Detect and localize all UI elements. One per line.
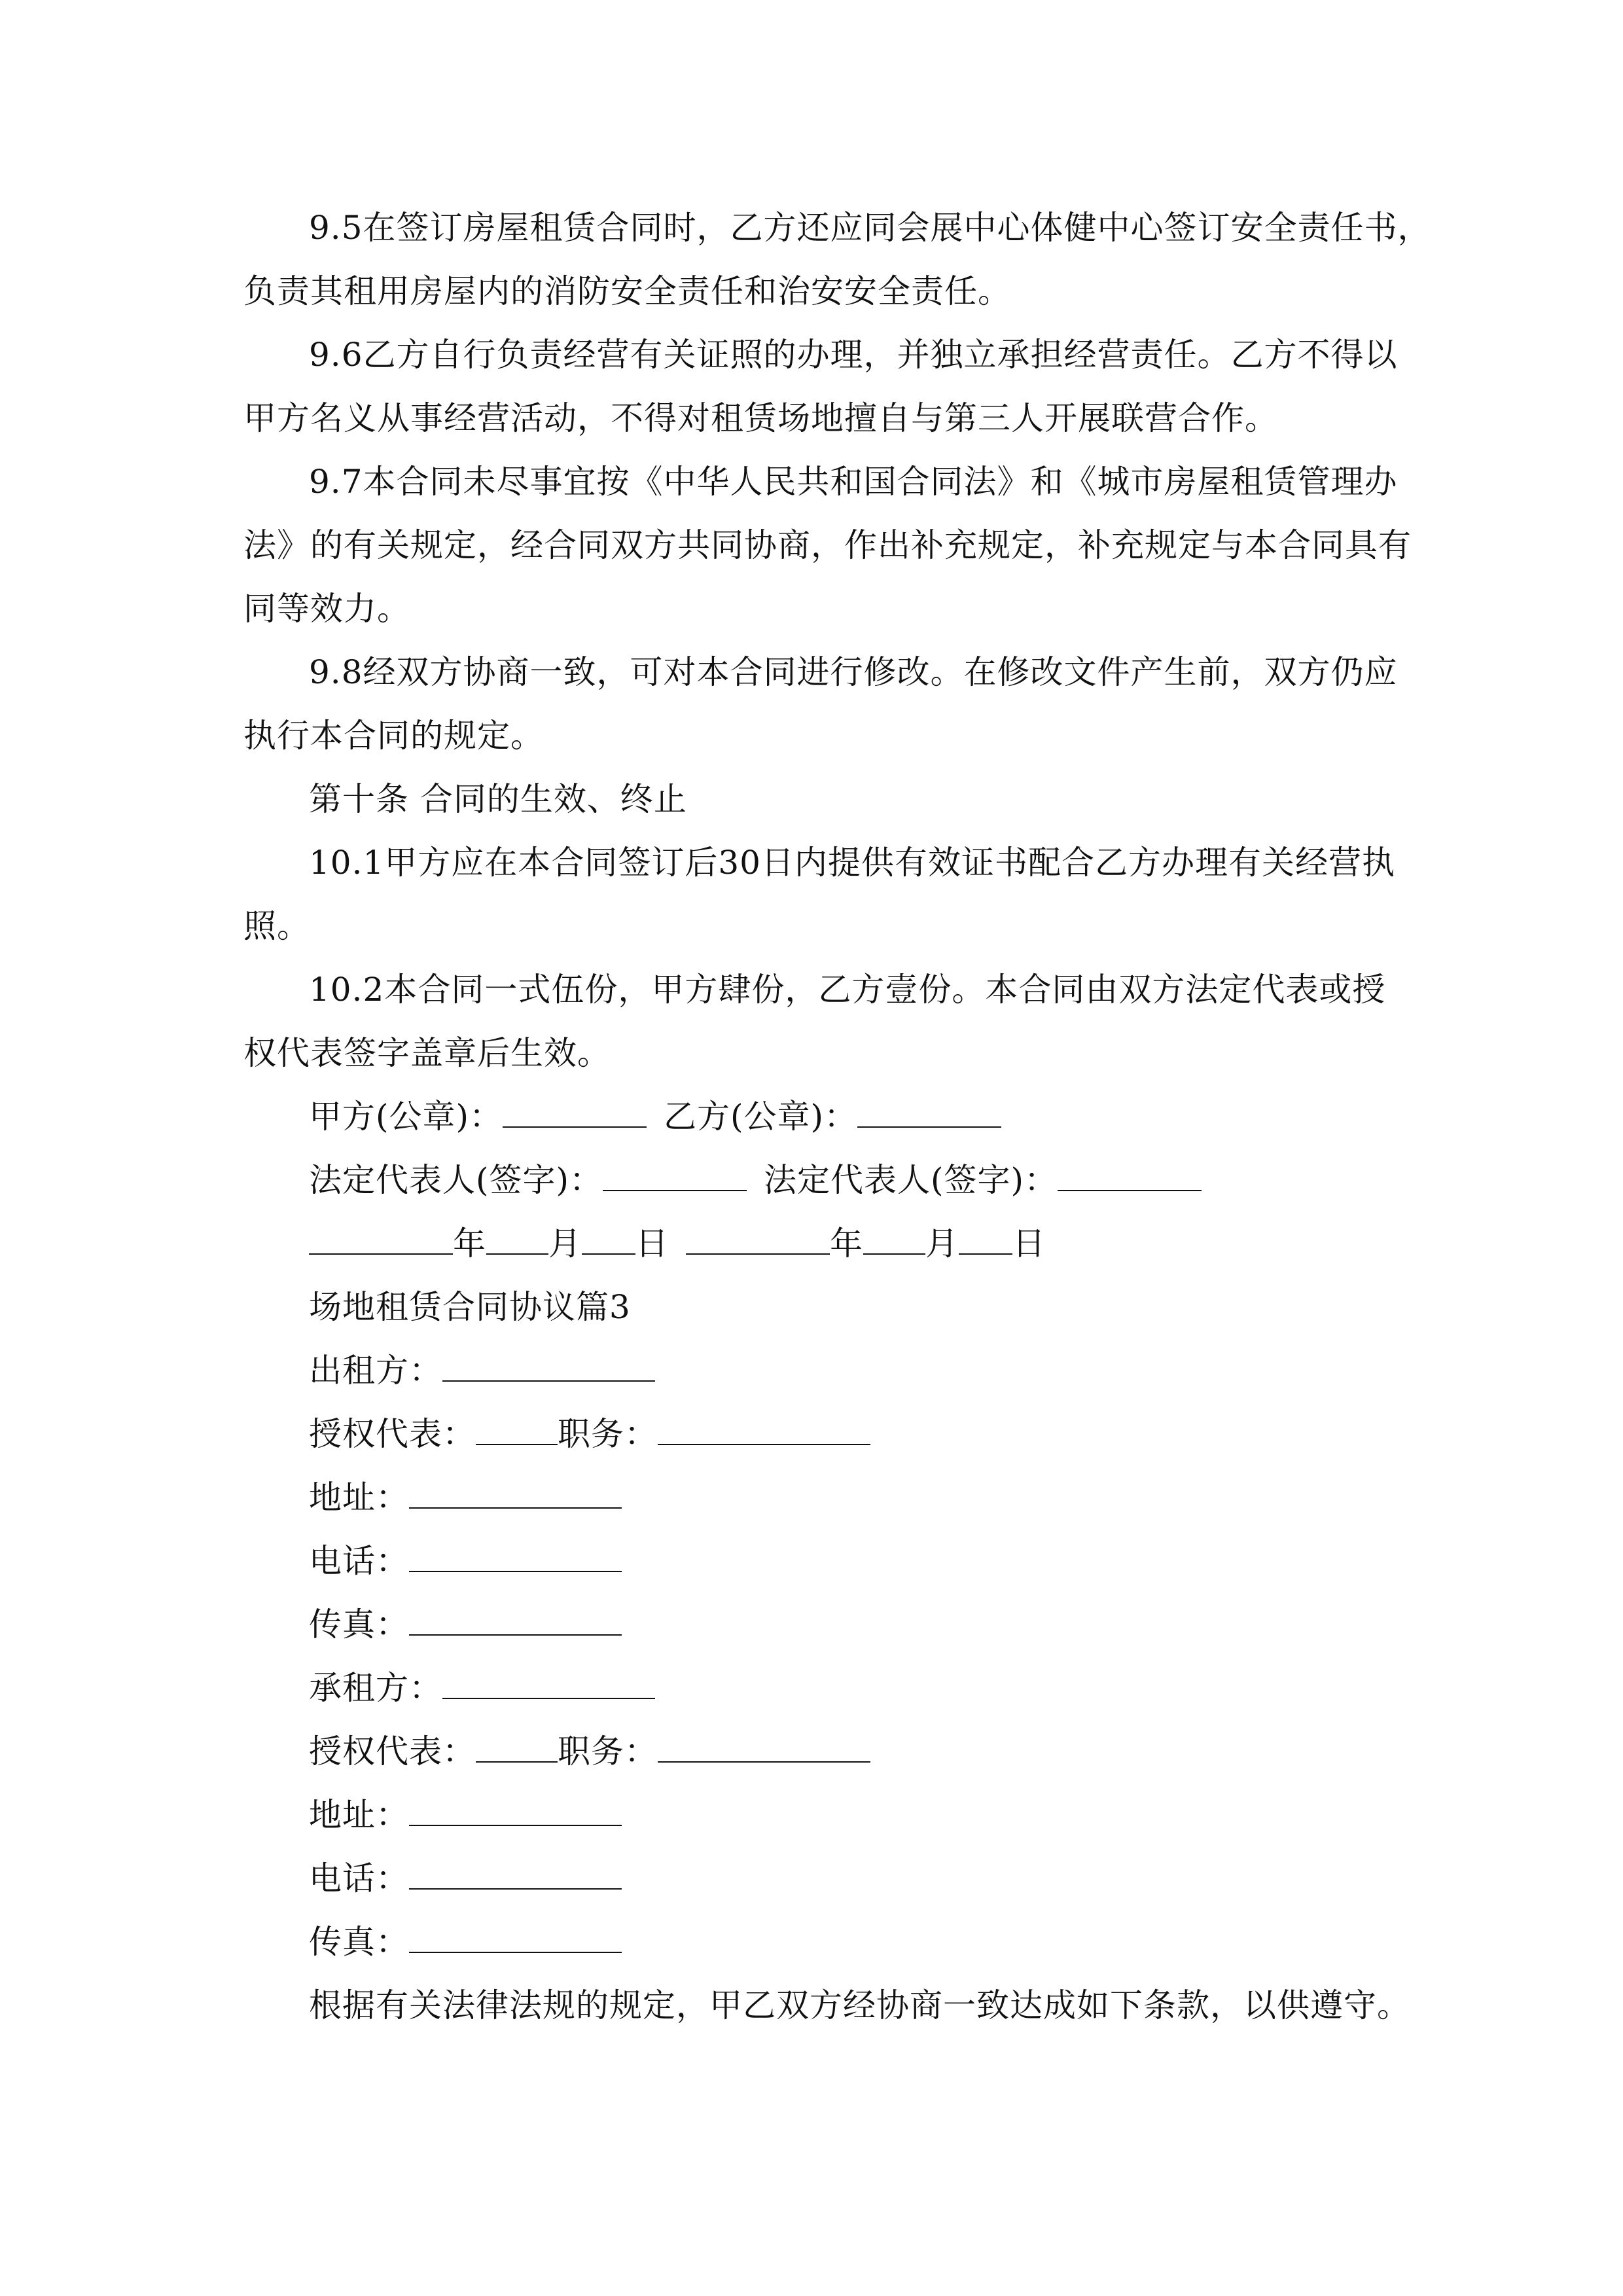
lessor-phone-field[interactable] — [409, 1542, 622, 1572]
lessor-fax-row — [309, 1604, 1487, 1645]
lessor-field[interactable] — [442, 1352, 655, 1382]
party-seal-row — [309, 1096, 1487, 1138]
lessor-position-label: 职务： — [558, 1415, 658, 1453]
party-a-seal-label: 甲方(公章)： — [309, 1098, 503, 1136]
lessor-authorized-rep-label: 授权代表： — [309, 1415, 476, 1453]
lessor-authorized-rep-row — [309, 1413, 1487, 1455]
lessee-fax-row — [309, 1921, 1487, 1963]
date-b-day-label: 日 — [1012, 1225, 1046, 1263]
lessee-phone-label: 电话： — [309, 1859, 409, 1897]
lessee-address-row — [309, 1794, 1487, 1836]
date-b-month-label: 月 — [925, 1225, 959, 1263]
paragraph-9-6-line-2: 甲方名义从事经营活动，不得对租赁场地擅自与第三人开展联营合作。 — [243, 399, 1278, 437]
legal-rep-b-field[interactable] — [1058, 1161, 1202, 1191]
legal-rep-a-label: 法定代表人(签字)： — [309, 1161, 603, 1199]
lessee-field[interactable] — [442, 1669, 655, 1699]
lessor-address-label: 地址： — [309, 1479, 409, 1516]
date-row — [309, 1223, 1487, 1265]
lessor-phone-row — [309, 1540, 1487, 1582]
lessee-authorized-rep-row — [309, 1731, 1487, 1772]
paragraph-10-1-line-2: 照。 — [243, 907, 310, 945]
lessee-authorized-rep-label: 授权代表： — [309, 1732, 476, 1770]
date-a-day-field[interactable] — [582, 1225, 635, 1255]
date-b-year-field[interactable] — [686, 1225, 830, 1255]
lessor-fax-field[interactable] — [409, 1605, 622, 1636]
paragraph-9-7-line-3: 同等效力。 — [243, 590, 410, 628]
lessor-address-field[interactable] — [409, 1479, 622, 1509]
date-a-month-label: 月 — [548, 1225, 582, 1263]
paragraph-10-2-line-1: 10.2本合同一式伍份，甲方肆份，乙方壹份。本合同由双方法定代表或授 — [309, 971, 1386, 1009]
paragraph-9-5-line-1: 9.5在签订房屋租赁合同时，乙方还应同会展中心体健中心签订安全责任书， — [309, 209, 1431, 247]
party-b-seal-field[interactable] — [857, 1098, 1001, 1128]
lessor-address-row — [309, 1477, 1487, 1518]
date-a-month-field[interactable] — [486, 1225, 548, 1255]
date-a-day-label: 日 — [635, 1225, 669, 1263]
party-b-seal-label: 乙方(公章)： — [664, 1098, 858, 1136]
article-10-heading: 第十条 合同的生效、终止 — [309, 780, 687, 818]
section-3-title: 场地租赁合同协议篇3 — [309, 1288, 631, 1326]
paragraph-9-6-line-1: 9.6乙方自行负责经营有关证照的办理，并独立承担经营责任。乙方不得以 — [309, 336, 1398, 374]
lessee-address-label: 地址： — [309, 1796, 409, 1834]
lessor-position-field[interactable] — [658, 1415, 870, 1445]
paragraph-9-7-line-1: 9.7本合同未尽事宜按《中华人民共和国合同法》和《城市房屋租赁管理办 — [309, 463, 1398, 501]
lessee-row — [309, 1667, 1487, 1709]
lessee-authorized-rep-field[interactable] — [476, 1732, 558, 1763]
lessee-position-label: 职务： — [558, 1732, 658, 1770]
lessee-address-field[interactable] — [409, 1796, 622, 1826]
date-a-year-label: 年 — [453, 1225, 486, 1263]
date-b-month-field[interactable] — [863, 1225, 925, 1255]
lessor-authorized-rep-field[interactable] — [476, 1415, 558, 1445]
legal-representative-row — [309, 1159, 1487, 1201]
date-b-day-field[interactable] — [959, 1225, 1012, 1255]
lessor-row — [309, 1350, 1487, 1391]
paragraph-9-7-line-2: 法》的有关规定，经合同双方共同协商，作出补充规定，补充规定与本合同具有 — [243, 526, 1412, 564]
paragraph-10-2-line-2: 权代表签字盖章后生效。 — [243, 1034, 611, 1072]
date-a-year-field[interactable] — [309, 1225, 453, 1255]
lessee-position-field[interactable] — [658, 1732, 870, 1763]
paragraph-9-5-line-2: 负责其租用房屋内的消防安全责任和治安安全责任。 — [243, 272, 1011, 310]
lessor-phone-label: 电话： — [309, 1542, 409, 1580]
date-b-year-label: 年 — [830, 1225, 863, 1263]
legal-rep-a-field[interactable] — [603, 1161, 747, 1191]
lessee-label: 承租方： — [309, 1669, 442, 1707]
lessee-fax-label: 传真： — [309, 1923, 409, 1961]
legal-rep-b-label: 法定代表人(签字)： — [764, 1161, 1058, 1199]
closing-sentence: 根据有关法律法规的规定，甲乙双方经协商一致达成如下条款，以供遵守。 — [309, 1986, 1410, 2024]
paragraph-9-8-line-2: 执行本合同的规定。 — [243, 717, 544, 755]
lessee-phone-field[interactable] — [409, 1859, 622, 1890]
lessor-fax-label: 传真： — [309, 1605, 409, 1643]
lessor-label: 出租方： — [309, 1352, 442, 1390]
lessee-phone-row — [309, 1857, 1487, 1899]
lessee-fax-field[interactable] — [409, 1923, 622, 1953]
party-a-seal-field[interactable] — [503, 1098, 647, 1128]
paragraph-10-1-line-1: 10.1甲方应在本合同签订后30日内提供有效证书配合乙方办理有关经营执 — [309, 844, 1395, 882]
paragraph-9-8-line-1: 9.8经双方协商一致，可对本合同进行修改。在修改文件产生前，双方仍应 — [309, 653, 1398, 691]
